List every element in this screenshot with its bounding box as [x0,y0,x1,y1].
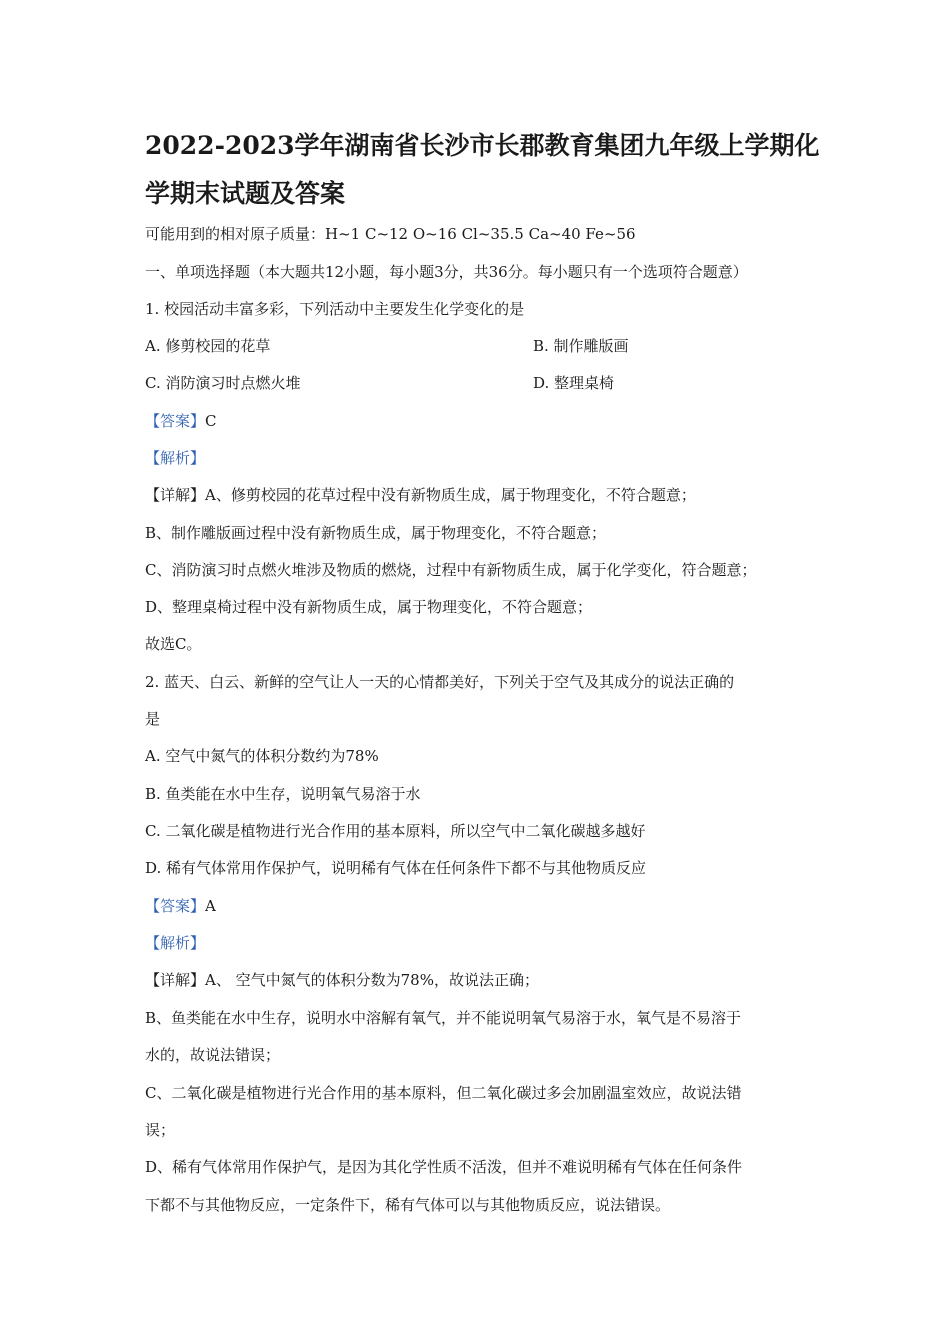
q2-answer-value: A [205,897,216,915]
q2-detail-c-line2: 误； [145,1121,176,1139]
q1-stem: 1. 校园活动丰富多彩，下列活动中主要发生化学变化的是 [145,300,525,318]
q1-option-c: C. 消防演习时点燃火堆 [145,374,301,392]
q2-detail-c-line1: C、二氧化碳是植物进行光合作用的基本原料，但二氧化碳过多会加剧温室效应，故说法错 [145,1084,742,1102]
q2-detail-label: 【详解】 [145,971,206,989]
q1-conclusion: 故选C。 [145,635,202,653]
q1-detail-a-text: A、修剪校园的花草过程中没有新物质生成，属于物理变化，不符合题意； [205,486,696,504]
document-title-line2: 学期末试题及答案 [145,179,346,208]
q1-detail-d: D、整理桌椅过程中没有新物质生成，属于物理变化，不符合题意； [145,598,593,616]
q1-detail-label: 【详解】 [145,486,206,504]
atomic-masses-note: 可能用到的相对原子质量：H~1 C~12 O~16 Cl~35.5 Ca~40 Fe~56 [145,225,636,243]
q1-answer [145,411,825,431]
q2-detail-b-line1: B、鱼类能在水中生存，说明水中溶解有氧气，并不能说明氧气易溶于水，氧气是不易溶于 [145,1009,742,1027]
q1-answer-label: 【答案】 [145,412,206,430]
q1-answer-value: C [205,412,217,430]
q1-detail-c: C、消防演习时点燃火堆涉及物质的燃烧，过程中有新物质生成，属于化学变化，符合题意； [145,561,757,579]
q2-answer-label: 【答案】 [145,897,206,915]
q2-analysis-label: 【解析】 [145,934,206,952]
q2-option-a: A. 空气中氮气的体积分数约为78% [145,747,379,765]
section-heading: 一、单项选择题（本大题共12小题，每小题3分，共36分。每小题只有一个选项符合题意） [145,263,748,281]
q1-option-d: D. 整理桌椅 [533,374,615,392]
q2-detail-d-line1: D、稀有气体常用作保护气，是因为其化学性质不活泼，但并不难说明稀有气体在任何条件 [145,1158,743,1176]
q2-detail-d-line2: 下都不与其他物反应，一定条件下，稀有气体可以与其他物质反应，说法错误。 [145,1196,671,1214]
q1-detail-b: B、制作雕版画过程中没有新物质生成，属于物理变化，不符合题意； [145,524,607,542]
q1-option-b: B. 制作雕版画 [533,337,629,355]
q1-detail-a [145,485,825,505]
q2-option-d: D. 稀有气体常用作保护气，说明稀有气体在任何条件下都不与其他物质反应 [145,859,647,877]
q2-option-b: B. 鱼类能在水中生存，说明氧气易溶于水 [145,785,421,803]
q2-answer [145,896,825,916]
q2-stem-line2: 是 [145,710,161,728]
q2-option-c: C. 二氧化碳是植物进行光合作用的基本原料，所以空气中二氧化碳越多越好 [145,822,646,840]
q2-detail-a [145,970,825,990]
q1-analysis-label: 【解析】 [145,449,206,467]
q2-detail-b-line2: 水的，故说法错误； [145,1046,281,1064]
q2-stem-line1: 2. 蓝天、白云、新鲜的空气让人一天的心情都美好，下列关于空气及其成分的说法正确的 [145,673,735,691]
q1-option-a: A. 修剪校园的花草 [145,337,271,355]
q2-detail-a-text: A、 空气中氮气的体积分数为78%，故说法正确； [205,971,539,989]
document-title-line1: 2022-2023学年湖南省长沙市长郡教育集团九年级上学期化 [145,131,820,160]
